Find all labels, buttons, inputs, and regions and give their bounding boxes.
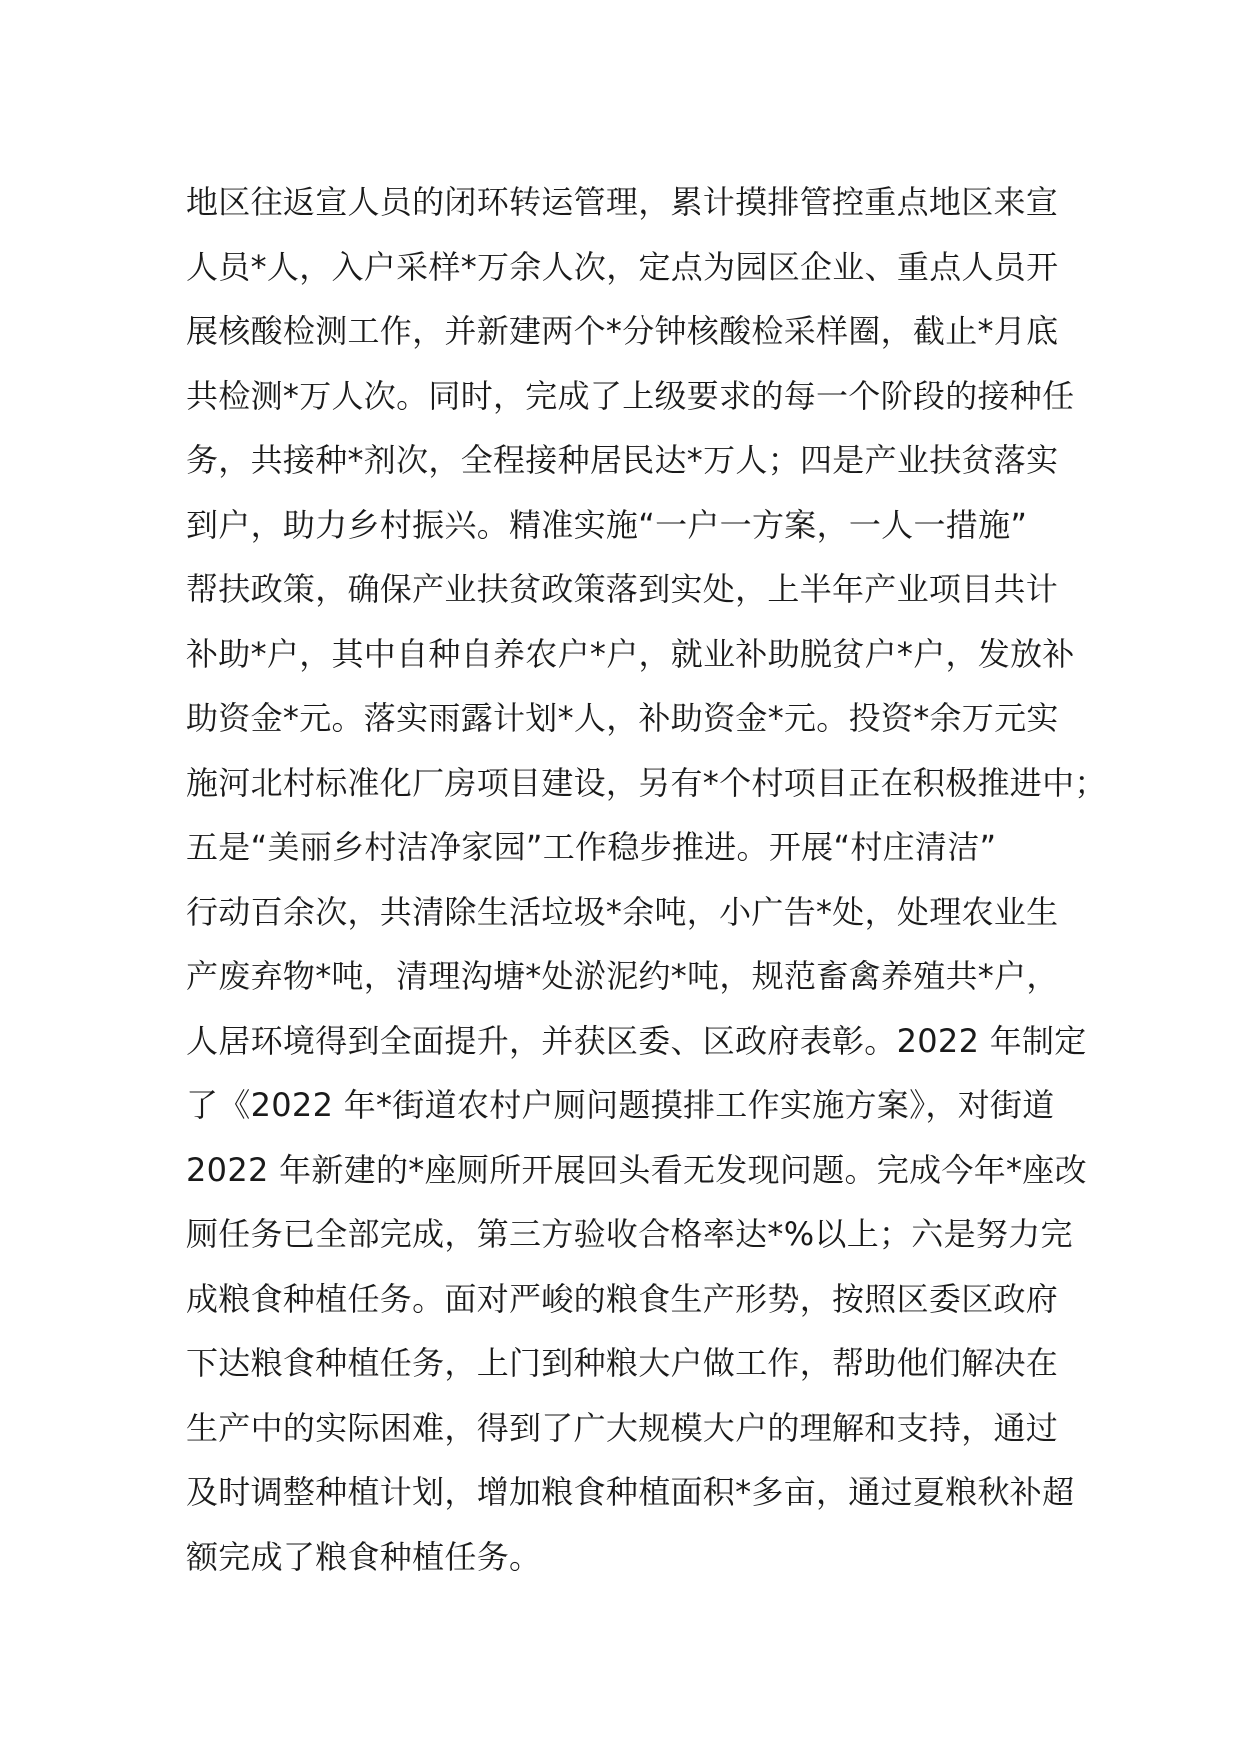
text-line: 成粮食种植任务。面对严峻的粮食生产形势，按照区委区政府 <box>186 1279 1059 1318</box>
text-line: 下达粮食种植任务，上门到种粮大户做工作，帮助他们解决在 <box>186 1344 1059 1382</box>
body-paragraph <box>186 170 1107 1589</box>
text-line: 生产中的实际困难，得到了广大规模大户的理解和支持，通过 <box>186 1408 1059 1447</box>
text-line: 务，共接种*剂次，全程接种居民达*万人；四是产业扶贫落实 <box>186 441 1059 479</box>
text-line: 人员*人，入户采样*万余人次，定点为园区企业、重点人员开 <box>186 247 1059 286</box>
text-line: 到户，助力乡村振兴。精准实施“一户一方案，一人一措施” <box>186 505 1028 544</box>
text-line: 了《2022 年*街道农村户厕问题摸排工作实施方案》，对街道 <box>186 1086 1055 1124</box>
text-line: 人居环境得到全面提升，并获区委、区政府表彰。2022 年制定 <box>186 1021 1087 1060</box>
text-line: 额完成了粮食种植任务。 <box>186 1537 542 1576</box>
text-line: 共检测*万人次。同时，完成了上级要求的每一个阶段的接种任 <box>186 376 1075 415</box>
text-line: 厕任务已全部完成，第三方验收合格率达*%以上；六是努力完 <box>186 1215 1073 1253</box>
text-line: 地区往返宣人员的闭环转运管理，累计摸排管控重点地区来宣 <box>186 183 1059 221</box>
text-line: 五是“美丽乡村洁净家园”工作稳步推进。开展“村庄清洁” <box>186 828 997 866</box>
text-line: 行动百余次，共清除生活垃圾*余吨，小广告*处，处理农业生 <box>186 892 1059 931</box>
text-line: 及时调整种植计划，增加粮食种植面积*多亩，通过夏粮秋补超 <box>186 1473 1075 1511</box>
text-line: 产废弃物*吨，清理沟塘*处淤泥约*吨，规范畜禽养殖共*户， <box>186 957 1059 995</box>
text-line: 帮扶政策，确保产业扶贫政策落到实处，上半年产业项目共计 <box>186 570 1059 608</box>
text-line: 2022 年新建的*座厕所开展回头看无发现问题。完成今年*座改 <box>186 1150 1087 1189</box>
text-line: 施河北村标准化厂房项目建设，另有*个村项目正在积极推进中； <box>186 763 1107 802</box>
text-line: 助资金*元。落实雨露计划*人，补助资金*元。投资*余万元实 <box>186 699 1059 737</box>
text-line: 展核酸检测工作，并新建两个*分钟核酸检采样圈，截止*月底 <box>186 312 1059 350</box>
text-line: 补助*户，其中自种自养农户*户，就业补助脱贫户*户，发放补 <box>186 634 1075 673</box>
